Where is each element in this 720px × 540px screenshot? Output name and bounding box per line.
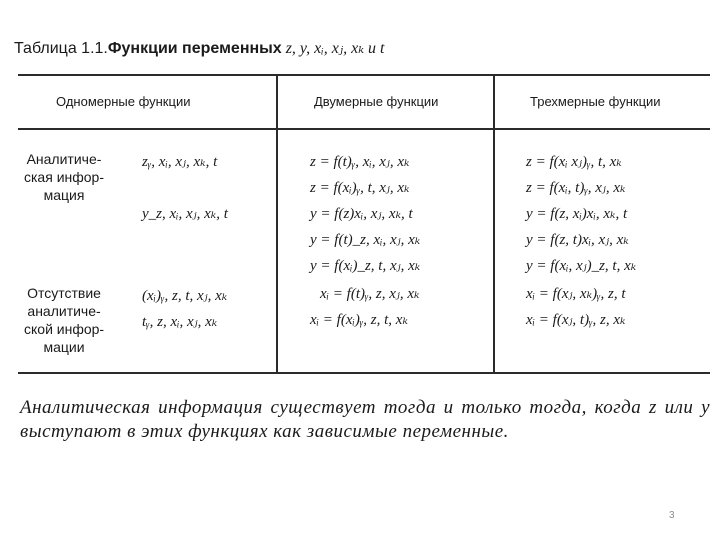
caption-bold: Функции переменных bbox=[107, 40, 282, 57]
col1-cell: zᵧ, xᵢ, xⱼ, xₖ, t bbox=[142, 154, 218, 170]
table-column-divider-2 bbox=[493, 76, 495, 372]
col3-cell: z = f(xᵢ, t)ᵧ, xⱼ, xₖ bbox=[526, 180, 626, 196]
header-one-dimensional: Одномерные функции bbox=[56, 94, 191, 109]
col3-cell: xᵢ = f(xⱼ, t)ᵧ, z, xₖ bbox=[526, 312, 626, 328]
col2-cell: xᵢ = f(xᵢ)ᵧ, z, t, xₖ bbox=[310, 312, 408, 328]
col1-cell: tᵧ, z, xᵢ, xⱼ, xₖ bbox=[142, 314, 218, 330]
col2-cell: y = f(t)_z, xᵢ, xⱼ, xₖ bbox=[310, 232, 421, 248]
col1-cell: y_z, xᵢ, xⱼ, xₖ, t bbox=[142, 206, 228, 222]
col3-cell: y = f(z, xᵢ)xᵢ, xₖ, t bbox=[526, 206, 628, 222]
page-number: 3 bbox=[669, 510, 675, 521]
footnote-text: Аналитическая информация существует тогда и только тогда, когда z или y выступают в этих функциях как зависимые переменные. bbox=[20, 397, 710, 442]
header-two-dimensional: Двумерные функции bbox=[314, 94, 439, 109]
col3-cell: z = f(xᵢ xⱼ)ᵧ, t, xₖ bbox=[526, 154, 622, 170]
col2-cell: xᵢ = f(t)ᵧ, z, xⱼ, xₖ bbox=[320, 286, 420, 302]
col3-cell: xᵢ = f(xⱼ, xₖ)ᵧ, z, t bbox=[526, 286, 626, 302]
col2-cell: z = f(xᵢ)ᵧ, t, xⱼ, xₖ bbox=[310, 180, 410, 196]
table-top-rule bbox=[18, 74, 710, 76]
header-three-dimensional: Трехмерные функции bbox=[530, 94, 661, 109]
col2-cell: y = f(xᵢ)_z, t, xⱼ, xₖ bbox=[310, 258, 421, 274]
col2-cell: y = f(z)xᵢ, xⱼ, xₖ, t bbox=[310, 206, 413, 222]
col2-cell: z = f(t)ᵧ, xᵢ, xⱼ, xₖ bbox=[310, 154, 410, 170]
table-caption bbox=[14, 38, 385, 58]
col3-cell: y = f(z, t)xᵢ, xⱼ, xₖ bbox=[526, 232, 629, 248]
col1-cell: (xᵢ)ᵧ, z, t, xⱼ, xₖ bbox=[142, 288, 228, 304]
table-header-rule bbox=[18, 128, 710, 130]
table-column-divider-1 bbox=[276, 76, 278, 372]
caption-vars: z, y, xᵢ, xⱼ, xₖ и t bbox=[281, 40, 385, 57]
row-label-analytic: Аналитиче- ская инфор- мация bbox=[24, 151, 104, 203]
row-label-no-analytic: Отсутствие аналитиче- ской инфор- мации bbox=[24, 285, 105, 355]
caption-lead: Таблица 1.1. bbox=[14, 40, 108, 57]
table-bottom-rule bbox=[18, 372, 710, 374]
col3-cell: y = f(xᵢ, xⱼ)_z, t, xₖ bbox=[526, 258, 637, 274]
